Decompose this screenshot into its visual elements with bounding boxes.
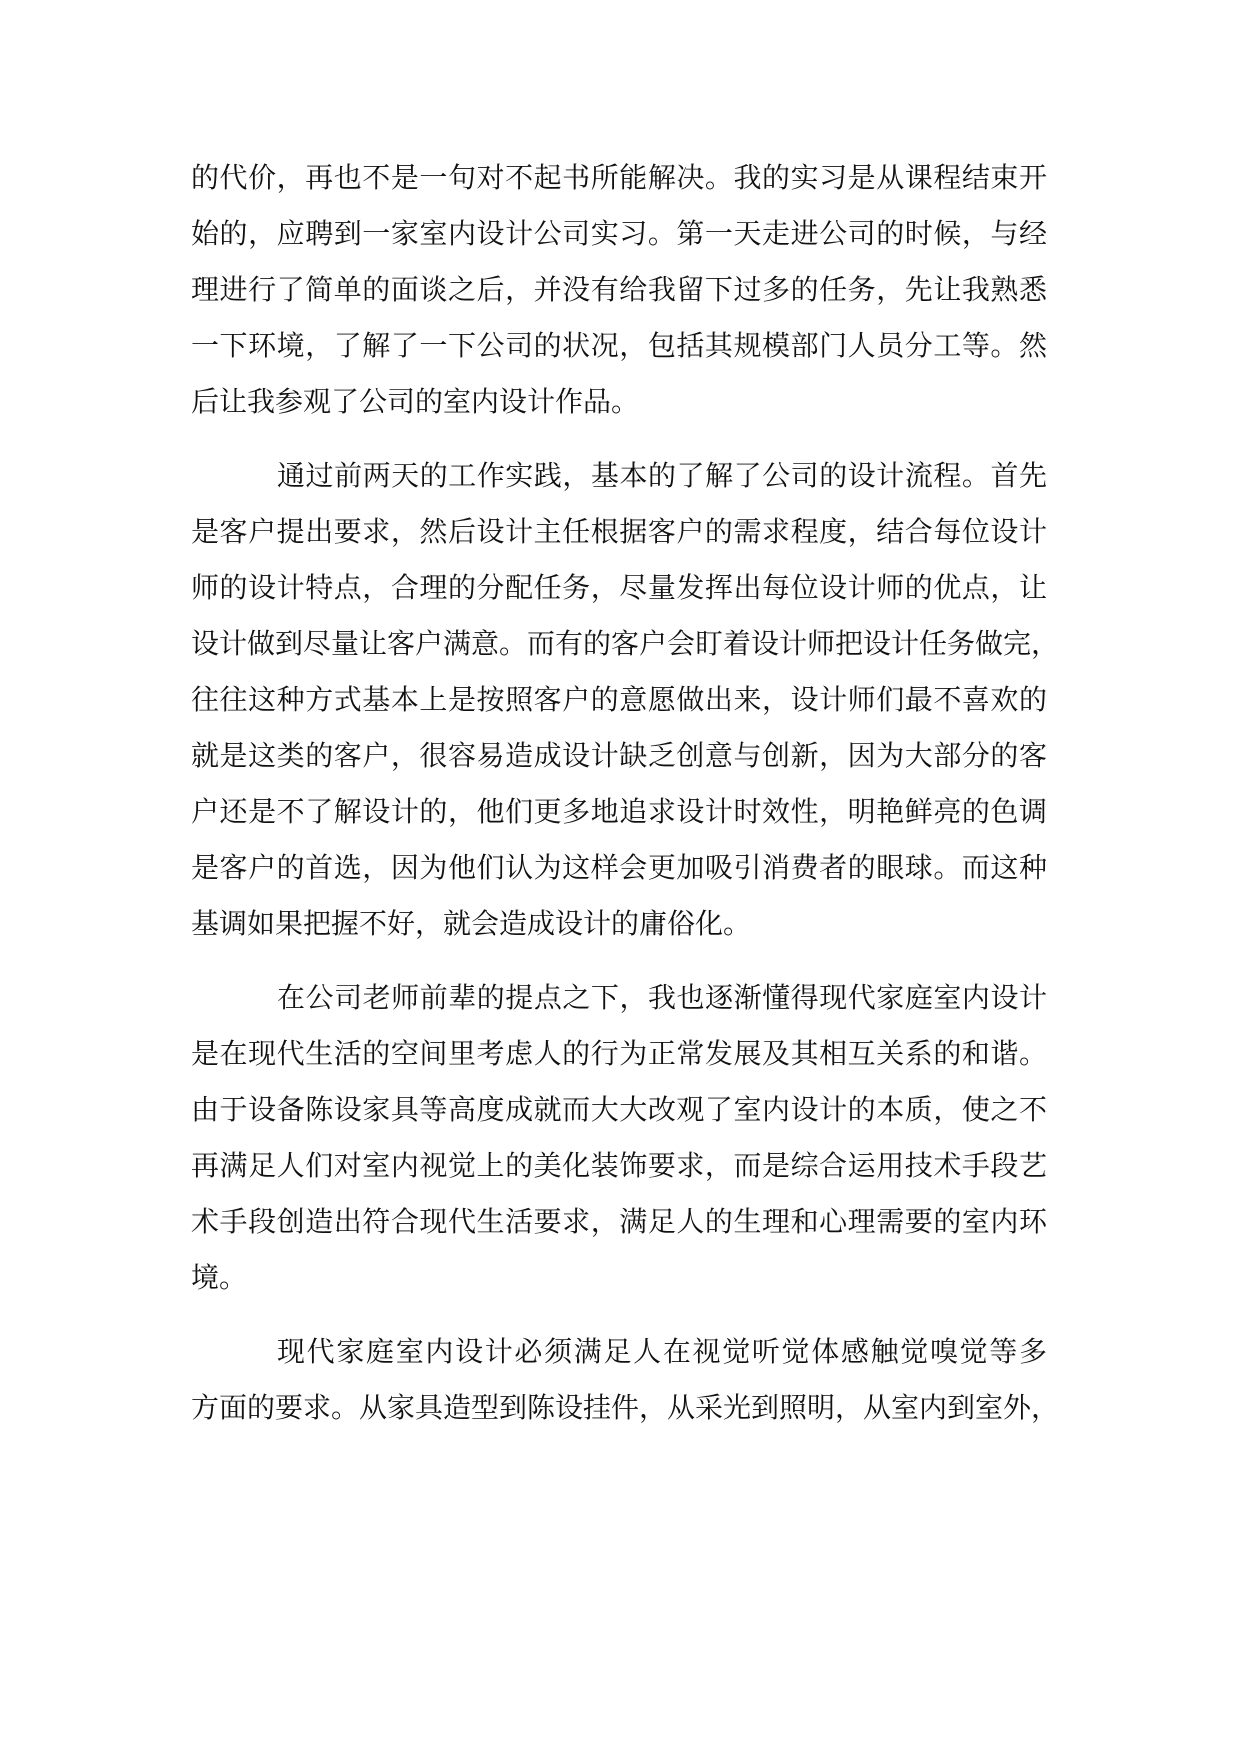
paragraph-2-line-7: 户还是不了解设计的，他们更多地追求设计时效性，明艳鲜亮的色调 [191, 795, 1047, 828]
paragraph-1-line-3: 理进行了简单的面谈之后，并没有给我留下过多的任务，先让我熟悉 [191, 273, 1047, 306]
paragraph-2-line-4: 设计做到尽量让客户满意。而有的客户会盯着设计师把设计任务做完， [191, 627, 1060, 660]
paragraph-2-line-1: 通过前两天的工作实践，基本的了解了公司的设计流程。首先 [277, 459, 1047, 492]
paragraph-4-line-2: 方面的要求。从家具造型到陈设挂件，从采光到照明，从室内到室外， [191, 1391, 1060, 1424]
paragraph-1-line-5: 后让我参观了公司的室内设计作品。 [191, 385, 640, 418]
paragraph-3-line-3: 由于设备陈设家具等高度成就而大大改观了室内设计的本质，使之不 [191, 1093, 1047, 1126]
document-body [191, 150, 1060, 1436]
paragraph-3-line-2: 是在现代生活的空间里考虑人的行为正常发展及其相互关系的和谐。 [191, 1037, 1047, 1070]
paragraph-1-line-1: 的代价，再也不是一句对不起书所能解决。我的实习是从课程结束开 [191, 161, 1047, 194]
paragraph-3-line-4: 再满足人们对室内视觉上的美化装饰要求，而是综合运用技术手段艺 [191, 1149, 1047, 1182]
paragraph-2-line-3: 师的设计特点，合理的分配任务，尽量发挥出每位设计师的优点，让 [191, 571, 1047, 604]
paragraph-2-line-5: 往往这种方式基本上是按照客户的意愿做出来，设计师们最不喜欢的 [191, 683, 1047, 716]
paragraph-4-line-1: 现代家庭室内设计必须满足人在视觉听觉体感触觉嗅觉等多 [277, 1335, 1047, 1368]
paragraph-2-line-2: 是客户提出要求，然后设计主任根据客户的需求程度，结合每位设计 [191, 515, 1047, 548]
paragraph-2-line-8: 是客户的首选，因为他们认为这样会更加吸引消费者的眼球。而这种 [191, 851, 1047, 884]
paragraph-1-line-2: 始的，应聘到一家室内设计公司实习。第一天走进公司的时候，与经 [191, 217, 1047, 250]
paragraph-1-line-4: 一下环境，了解了一下公司的状况，包括其规模部门人员分工等。然 [191, 329, 1047, 362]
paragraph-2-line-9: 基调如果把握不好，就会造成设计的庸俗化。 [191, 907, 752, 940]
paragraph-2-line-6: 就是这类的客户，很容易造成设计缺乏创意与创新，因为大部分的客 [191, 739, 1047, 772]
paragraph-3-line-1: 在公司老师前辈的提点之下，我也逐渐懂得现代家庭室内设计 [277, 981, 1047, 1014]
paragraph-3-line-5: 术手段创造出符合现代生活要求，满足人的生理和心理需要的室内环 [191, 1205, 1047, 1238]
paragraph-3-line-6: 境。 [191, 1261, 248, 1294]
